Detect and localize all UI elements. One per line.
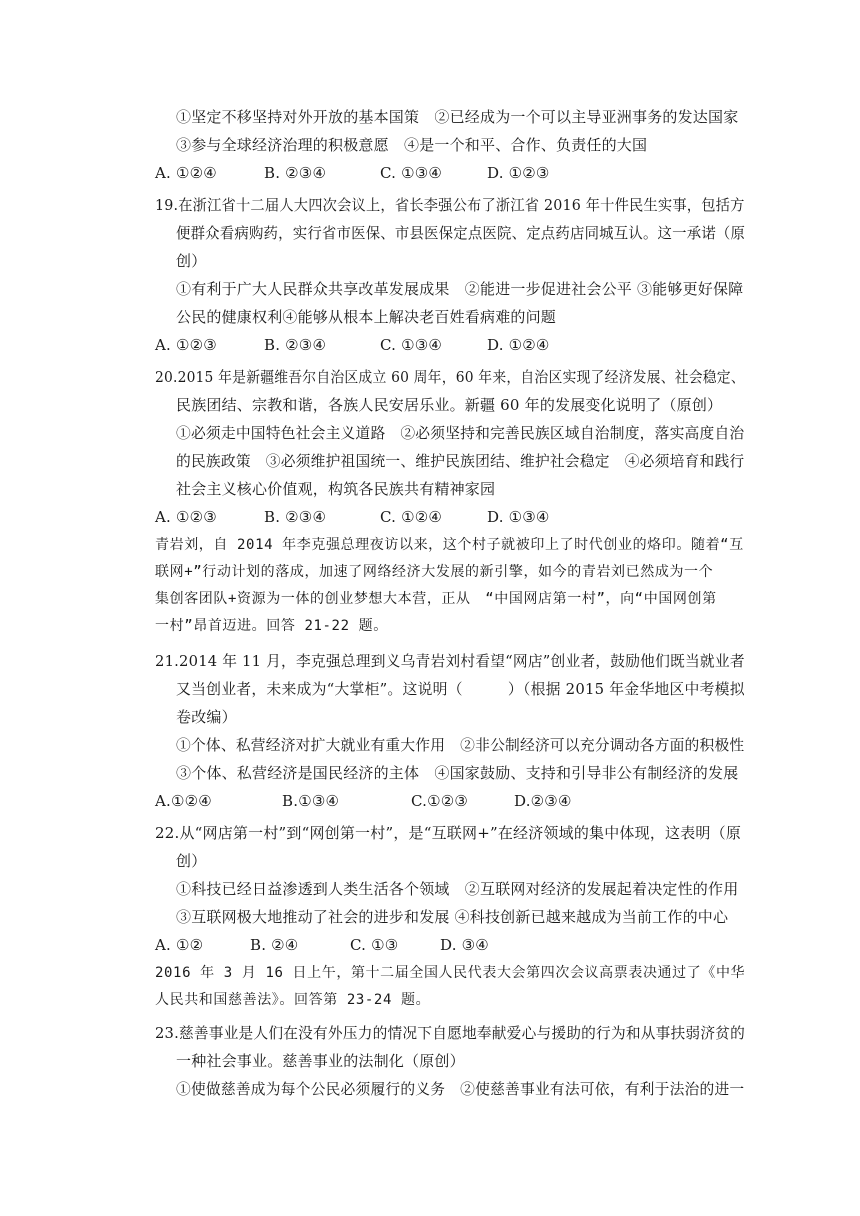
choice-d: D. ①②④ [487, 336, 550, 354]
question-options-line: ①有利于广大人民群众共享改革发展成果 ②能进一步促进社会公平 ③能够更好保障 [176, 280, 744, 298]
reading-passage: 联网+”行动计划的落成，加速了网络经济大发展的新引擎，如今的青岩刘已然成为一个 [155, 564, 714, 580]
question-options-line: ①坚定不移坚持对外开放的基本国策 ②已经成为一个可以主导亚洲事务的发达国家 [176, 108, 739, 126]
question-23-stem: 23.慈善事业是人们在没有外压力的情况下自愿地奉献爱心与援助的行为和从事扶弱济贫的 [155, 1024, 746, 1042]
question-21-stem: 又当创业者，未来成为“大掌柜”。这说明（ ）（根据 2015 年金华地区中考模拟 [176, 680, 745, 698]
reading-passage: 人民共和国慈善法》。回答第 23-24 题。 [155, 992, 431, 1008]
reading-passage: 青岩刘，自 2014 年李克强总理夜访以来，这个村子就被印上了时代创业的烙印。随着“互 [155, 537, 744, 553]
question-options-line: 的民族政策 ③必须维护祖国统一、维护民族团结、维护社会稳定 ④必须培育和践行 [176, 452, 745, 470]
reading-passage: 集创客团队+资源为一体的创业梦想大本营，正从 “中国网店第一村”，向“中国网创第 [155, 591, 717, 607]
choice-c: C. ①②④ [380, 508, 443, 526]
question-19-stem: 19.在浙江省十二届人大四次会议上，省长李强公布了浙江省 2016 年十件民生实事，包括方 [155, 196, 745, 214]
choice-c: C. ①③ [350, 936, 399, 954]
choice-b: B.①③④ [282, 792, 340, 810]
question-19-stem: 创） [176, 252, 207, 270]
choice-c: C.①②③ [411, 792, 469, 810]
question-options-line: ①必须走中国特色社会主义道路 ②必须坚持和完善民族区域自治制度，落实高度自治 [176, 424, 745, 442]
question-23-stem: 一种社会事业。慈善事业的法制化（原创） [176, 1052, 465, 1070]
choice-d: D. ③④ [440, 936, 489, 954]
reading-passage: 一村”昂首迈进。回答 21-22 题。 [155, 618, 388, 634]
question-options-line: 公民的健康权利④能够从根本上解决老百姓看病难的问题 [176, 308, 557, 326]
choice-d: D. ①③④ [487, 508, 550, 526]
choice-d: D. ①②③ [487, 164, 550, 182]
question-options-line: ③互联网极大地推动了社会的进步和发展 ④科技创新已越来越成为当前工作的中心 [176, 908, 729, 926]
choice-d: D.②③④ [514, 792, 572, 810]
question-22-stem: 创） [176, 852, 207, 870]
choice-a: A. ①②③ [155, 336, 217, 354]
choice-b: B. ②④ [250, 936, 299, 954]
choice-b: B. ②③④ [264, 336, 327, 354]
question-20-stem: 20.2015 年是新疆维吾尔自治区成立 60 周年，60 年来，自治区实现了经济发展、社会稳定、 [155, 368, 745, 386]
question-options-line: ①使做慈善成为每个公民必须履行的义务 ②使慈善事业有法可依，有利于法治的进一 [176, 1080, 745, 1098]
question-options-line: ①科技已经日益渗透到人类生活各个领域 ②互联网对经济的发展起着决定性的作用 [176, 880, 739, 898]
question-22-stem: 22.从“网店第一村”到“网创第一村”，是“互联网+”在经济领域的集中体现，这表明（原 [155, 824, 742, 842]
question-options-line: ③个体、私营经济是国民经济的主体 ④国家鼓励、支持和引导非公有制经济的发展 [176, 764, 739, 782]
question-options-line: 社会主义核心价值观，构筑各民族共有精神家园 [176, 480, 496, 498]
choice-a: A. ①②③ [155, 508, 217, 526]
choice-c: C. ①③④ [380, 164, 443, 182]
question-19-stem: 便群众看病购药，实行省市医保、市县医保定点医院、定点药店同城互认。这一承诺（原 [176, 224, 746, 242]
question-options-line: ③参与全球经济治理的积极意愿 ④是一个和平、合作、负责任的大国 [176, 136, 648, 154]
choice-a: A.①②④ [155, 792, 212, 810]
question-20-stem: 民族团结、宗教和谐，各族人民安居乐业。新疆 60 年的发展变化说明了（原创） [176, 396, 723, 414]
choice-b: B. ②③④ [264, 508, 327, 526]
choice-a: A. ①② [155, 936, 204, 954]
reading-passage: 2016 年 3 月 16 日上午，第十二届全国人民代表大会第四次会议高票表决通过了《中华 [155, 965, 746, 981]
question-21-stem: 卷改编） [176, 708, 237, 726]
question-21-stem: 21.2014 年 11 月，李克强总理到义乌青岩刘村看望“网店”创业者，鼓励他们既当就业者 [155, 652, 745, 670]
question-options-line: ①个体、私营经济对扩大就业有重大作用 ②非公制经济可以充分调动各方面的积极性 [176, 736, 745, 754]
choice-a: A. ①②④ [155, 164, 217, 182]
choice-b: B. ②③④ [264, 164, 327, 182]
choice-c: C. ①③④ [380, 336, 443, 354]
